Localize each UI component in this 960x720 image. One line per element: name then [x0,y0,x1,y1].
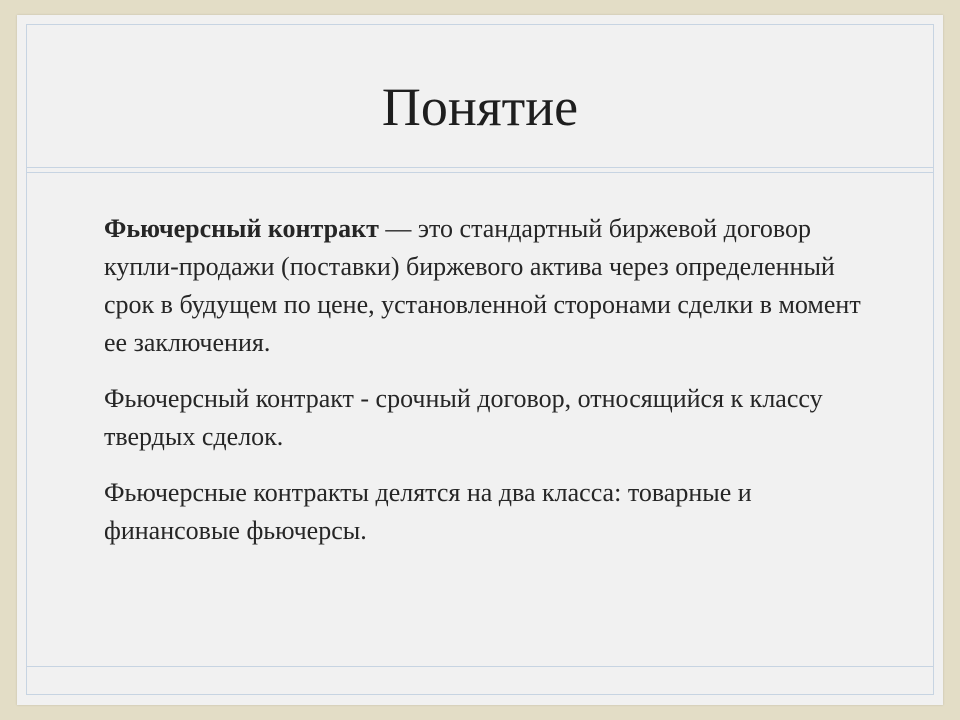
title-divider [26,167,934,168]
slide-canvas [17,15,943,705]
footer-divider [26,666,934,667]
frame-border-bottom [26,694,934,695]
title-divider-secondary [26,172,934,173]
slide-body [104,210,884,568]
classification-paragraph: Фьючерсный контракт - срочный договор, относящийся к классу твердых сделок. [104,384,823,451]
slide-title: Понятие [381,77,579,137]
classes-paragraph: Фьючерсные контракты делятся на два класса: товарные и финансовые фьючерсы. [104,478,752,545]
frame-border-top [26,24,934,25]
definition-term: Фьючерсный контракт [104,214,379,243]
definition-text: — это стандартный биржевой договор купли-продажи (поставки) биржевого актива через определенный срок в будущем по цене, установленной сторонами сделки в момент ее заключения. [104,214,861,357]
definition-paragraph [104,210,884,362]
